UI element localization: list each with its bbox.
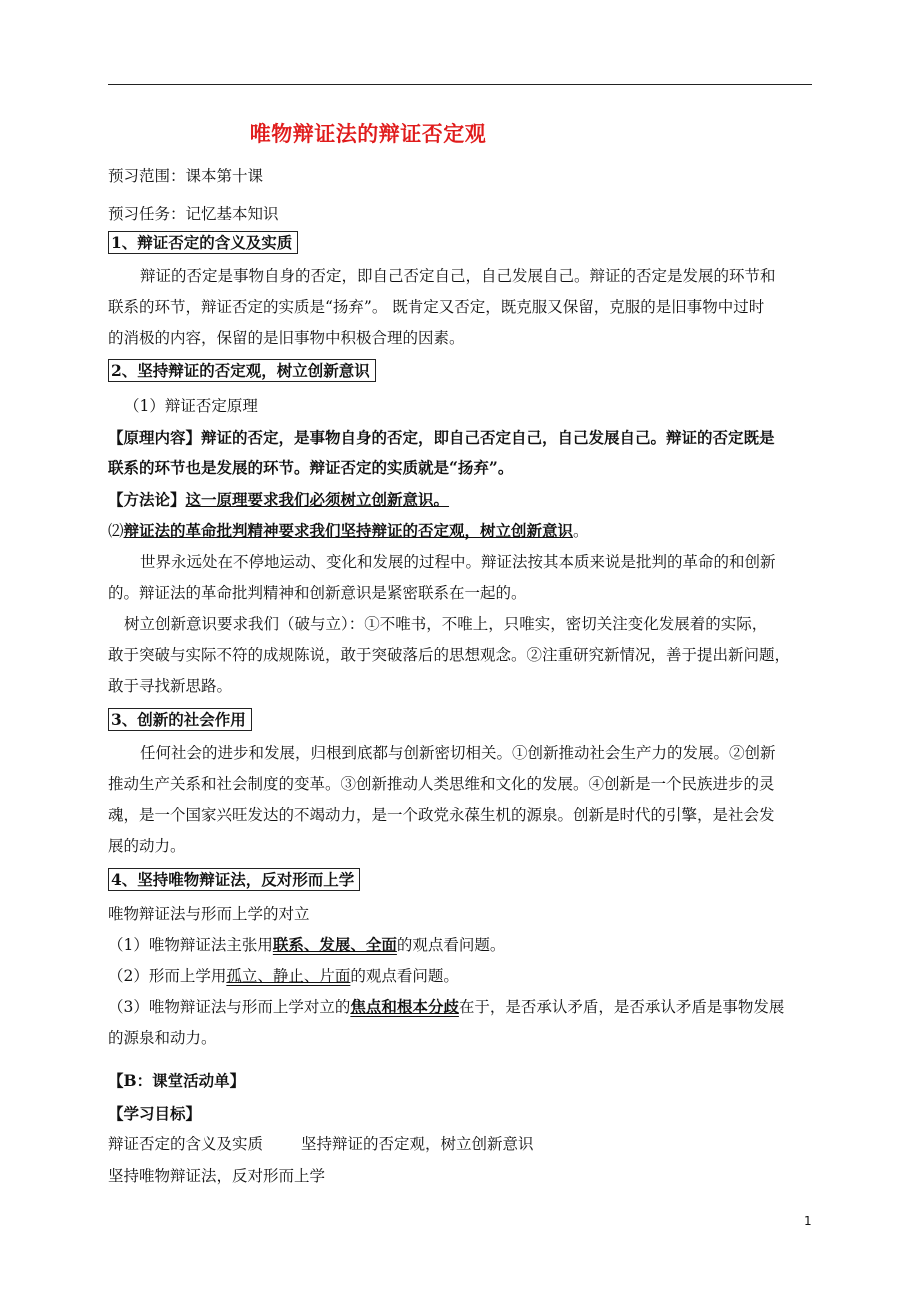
section-4-point-3 [108, 997, 784, 1017]
principle-line-2: 联系的环节也是发展的环节。辩证否定的实质就是“扬弃”。 [108, 458, 514, 477]
section-1-line-1: 辩证的否定是事物自身的否定，即自己否定自己，自己发展自己。辩证的否定是发展的环节和 [140, 267, 776, 285]
require-line-1: 树立创新意识要求我们（破与立）：①不唯书，不唯上，只唯实，密切关注变化发展着的实际， [124, 615, 768, 633]
section-2-sub1: （1）辩证否定原理 [124, 397, 258, 415]
section-3-heading-box: 3、创新的社会作用 [108, 708, 252, 731]
require-line-2: 敢于突破与实际不符的成规陈说，敢于突破落后的思想观念。②注重研究新情况，善于提出新问题， [108, 646, 791, 664]
section-3-line-4: 展的动力。 [108, 837, 186, 855]
world-line-1: 世界永远处在不停地运动、变化和发展的过程中。辩证法按其本质来说是批判的革命的和创新 [140, 553, 776, 571]
section-2-sub2 [108, 521, 589, 541]
point-2-key: 孤立、静止、片面 [226, 967, 351, 985]
principle-line-1: 【原理内容】辩证的否定，是事物自身的否定，即自己否定自己，自己发展自己。辩证的否定既是 [108, 428, 775, 447]
section-1-line-2: 联系的环节，辩证否定的实质是“扬弃”。 既肯定又否定，既克服又保留，克服的是旧事物中过时 [108, 298, 765, 316]
point-1-post: 的观点看问题。 [396, 936, 506, 954]
point-3-pre: （3）唯物辩证法与形而上学对立的 [108, 998, 351, 1016]
section-1-heading-box: 1、辩证否定的含义及实质 [108, 231, 298, 254]
method-text: 这一原理要求我们必须树立创新意识。 [185, 490, 450, 509]
learning-goals-line-2: 坚持唯物辩证法，反对形而上学 [108, 1167, 326, 1185]
learning-goals-heading: 【学习目标】 [108, 1104, 202, 1123]
method-label: 【方法论】 [108, 490, 186, 509]
sub2-end: 。 [573, 522, 589, 540]
sub2-text: 辩证法的革命批判精神要求我们坚持辩证的否定观，树立创新意识 [123, 521, 574, 540]
page-number: 1 [804, 1214, 812, 1228]
section-3-line-3: 魂，是一个国家兴旺发达的不竭动力，是一个政党永葆生机的源泉。创新是时代的引擎，是社会发 [108, 806, 775, 824]
section-2-heading-box: 2、坚持辩证的否定观，树立创新意识 [108, 359, 376, 382]
section-2-heading [108, 361, 376, 381]
preview-task: 预习任务：记忆基本知识 [108, 205, 279, 223]
part-b-heading: 【B：课堂活动单】 [108, 1071, 246, 1090]
section-3-line-2: 推动生产关系和社会制度的变革。③创新推动人类思维和文化的发展。④创新是一个民族进步的灵 [108, 775, 775, 793]
point-1-key: 联系、发展、全面 [272, 935, 397, 954]
point-1-pre: （1）唯物辩证法主张用 [108, 936, 273, 954]
goal-1a: 辩证否定的含义及实质 [108, 1135, 264, 1153]
goal-1b: 坚持辩证的否定观，树立创新意识 [301, 1135, 534, 1153]
point-2-post: 的观点看问题。 [350, 967, 459, 985]
preview-scope: 预习范围：课本第十课 [108, 167, 264, 185]
world-line-2: 的。辩证法的革命批判精神和创新意识是紧密联系在一起的。 [108, 584, 527, 602]
section-4-point-2 [108, 966, 459, 986]
section-1-line-3: 的消极的内容，保留的是旧事物中积极合理的因素。 [108, 329, 465, 347]
section-4-heading [108, 870, 360, 890]
point-3-key: 焦点和根本分歧 [350, 997, 459, 1016]
section-1-heading [108, 233, 298, 253]
sub2-number: ⑵ [108, 522, 124, 540]
section-3-line-1: 任何社会的进步和发展，归根到底都与创新密切相关。①创新推动社会生产力的发展。②创新 [140, 744, 776, 762]
require-line-3: 敢于寻找新思路。 [108, 677, 233, 695]
section-4-heading-box: 4、坚持唯物辩证法，反对形而上学 [108, 868, 360, 891]
section-4-point-1 [108, 935, 505, 955]
section-4-point-3-line-2: 的源泉和动力。 [108, 1029, 217, 1047]
method-line [108, 490, 449, 510]
section-3-heading [108, 710, 252, 730]
page-title: 唯物辩证法的辩证否定观 [249, 121, 487, 146]
point-2-pre: （2）形而上学用 [108, 967, 227, 985]
learning-goals-line-1 [108, 1134, 534, 1154]
section-4-intro: 唯物辩证法与形而上学的对立 [108, 905, 310, 923]
header-rule [108, 84, 812, 85]
point-3-post: 在于，是否承认矛盾，是否承认矛盾是事物发展 [458, 998, 785, 1016]
